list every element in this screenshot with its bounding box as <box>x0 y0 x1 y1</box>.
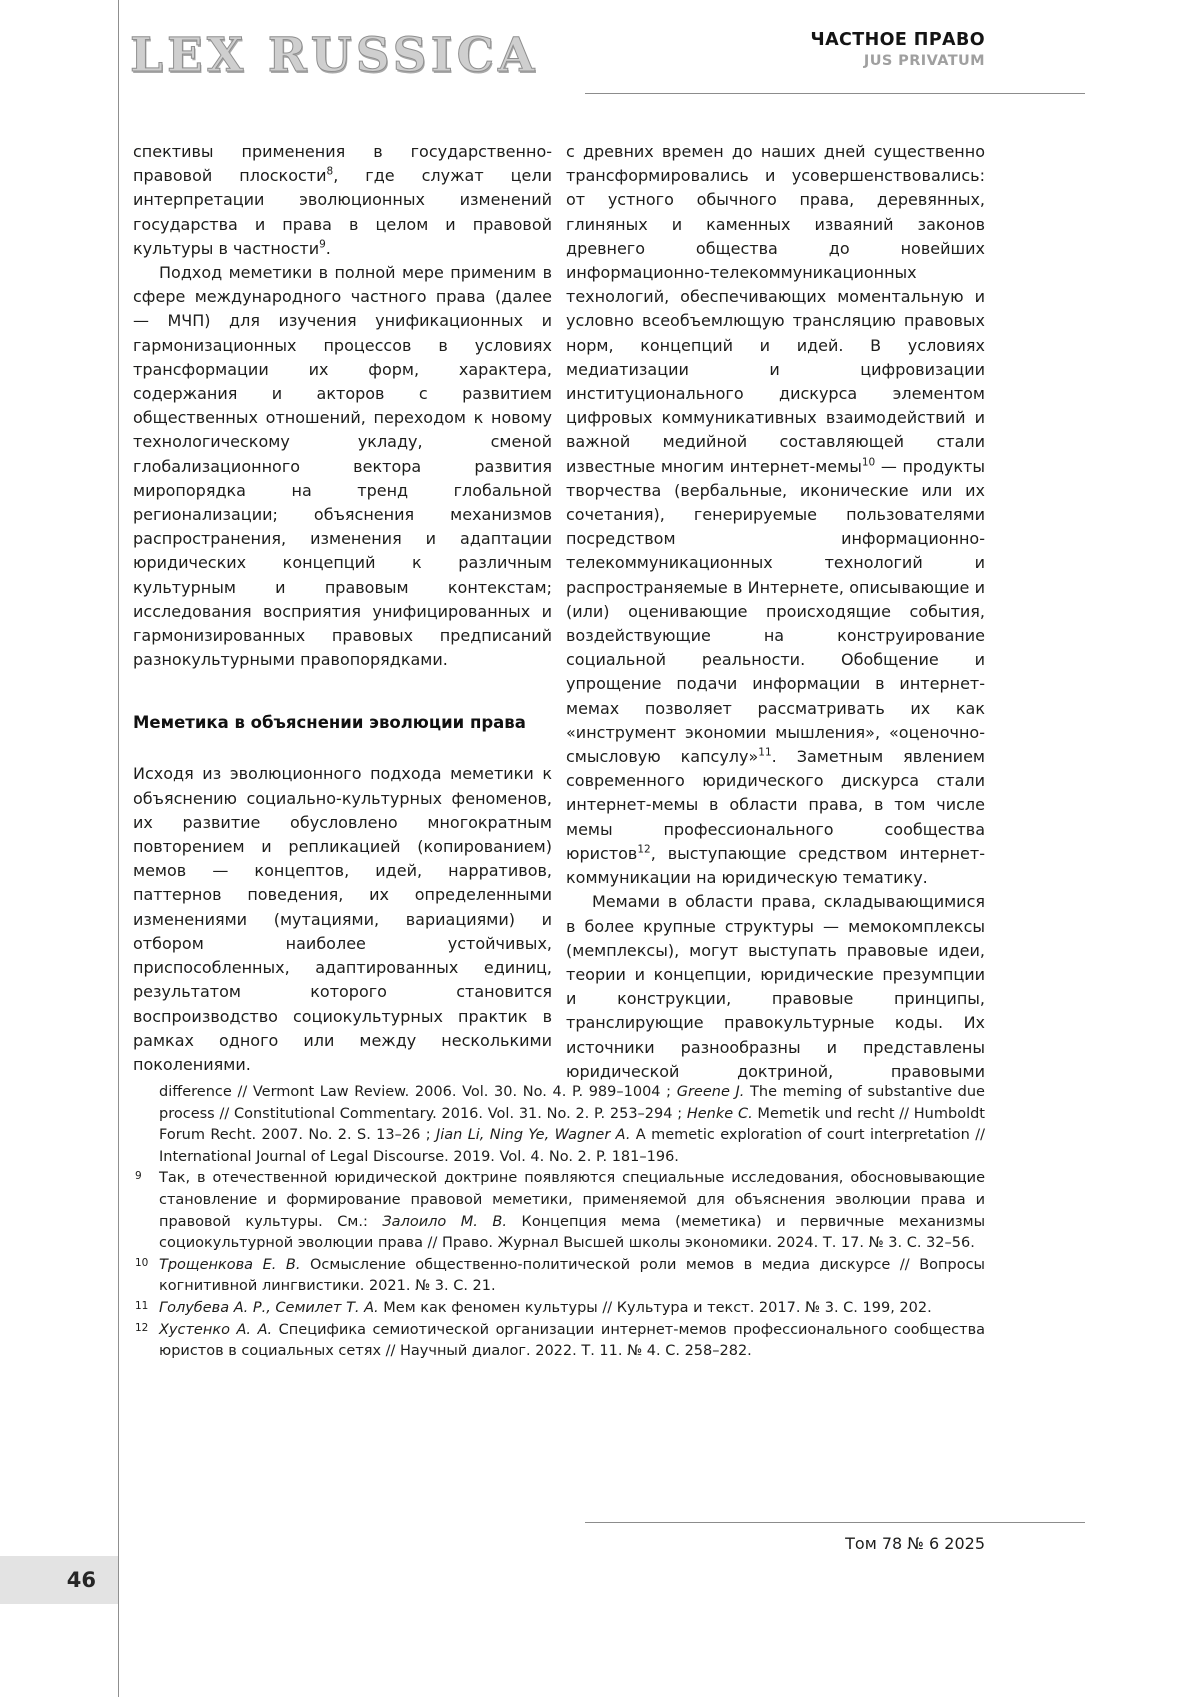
footnote-marker: 9 <box>135 1170 142 1183</box>
page-number: 46 <box>66 1568 96 1592</box>
body-paragraph: Исходя из эволюционного подхода меметики к объяснению социально-культурных феноменов, их развитие обусловлено многократным повторением и репликацией (копированием) мемов — концептов, идей, нарративов, паттернов поведения, их определенными изменениями (мутациями, вариациями) и отбором наиболее устойчивых, приспособленных, адаптированных единиц, результатом которого становится воспроизводство социокультурных практик в рамках одного или между несколькими поколениями. <box>133 764 552 1074</box>
footnote-marker: 10 <box>135 1256 149 1269</box>
footnote-ref-sup: 8 <box>326 165 334 178</box>
body-paragraph: Подход меметики в полной мере применим в сфере международного частного права (далее — МЧП) для изучения унификационных и гармонизационных процессов в условиях трансформации их форм, характера, содержания и акторов с развитием общественных отношений, переходом к новому технологическому укладу, сменой глобализационного вектора развития миропорядка на тренд глобальной регионализации; объяснения механизмов распространения, изменения и адаптации юридических концепций к различным культурным и правовым контекстам; исследования восприятия унифицированных и гармонизированных правовых предписаний разнокультурными правопорядками. <box>133 263 552 670</box>
section-heading: Меметика в объяснении эволюции права <box>133 713 526 733</box>
footnotes-section <box>133 1082 985 1412</box>
right-column <box>566 140 985 1080</box>
footnote-ref-sup: 12 <box>637 843 651 856</box>
issue-info: Том 78 № 6 2025 <box>845 1534 985 1553</box>
left-column <box>133 140 552 1080</box>
footnote-marker: 12 <box>135 1321 149 1334</box>
footer-rule <box>585 1522 1085 1523</box>
footnote-ref-sup: 10 <box>861 456 876 469</box>
header-rule <box>585 93 1085 94</box>
footnote-ref-sup: 11 <box>758 746 772 759</box>
body-paragraph: с древних времен до наших дней существенно трансформировались и усовершенствовались: от устного обычного права, деревянных, глиняных и каменных изваяний законов древнего общества до новейших информационно-телекоммуникационных технологий, обеспечивающих моментальную и условно всеобъемлющую трансляцию правовых норм, концепций и идей. В условиях медиатизации и цифровизации институционального дискурса элементом цифровых коммуникативных взаимодействий и важной медийной составляющей стали известные многим интернет-мемы$^{10}$ — продукты творчества (вербальные, иконические или их сочетания), генерируемые пользователями посредством информационно-телекоммуникационных технологий и распространяемые в Интернете, описывающие и (или) оценивающие происходящие события, воздействующие на конструирование социальной реальности. Обобщение и упрощение подачи информации в интернет-мемах позволяет рассматривать их как «инструмент экономии мышления», «оценочно-смысловую капсулу»$^{11}$. Заметным явлением современного юридического дискурса стали интернет-мемы в области права, в том числе мемы профессионального сообщества юристов$^{12}$, выступающие средством интернет-коммуникации на юридическую тематику. <box>566 142 985 888</box>
author-name-italic: Jian Li, Ning Ye, Wagner A. <box>435 1127 631 1144</box>
footnote: 11 Голубева А. Р., Семилет Т. А. Мем как феномен культуры // Культура и текст. 2017. № 3. С. 199, 202. <box>133 1298 985 1320</box>
author-name-italic: Henke C. <box>686 1105 753 1122</box>
author-name-italic: Хустенко А. А. <box>159 1321 273 1338</box>
footnote: 9 Так, в отечественной юридической доктрине появляются специальные исследования, обосновывающие становление и формирование правовой меметики, применяемой для объяснения эволюции права и правовой культуры. См.: Залоило М. В. Концепция мема (меметика) и первичные механизмы социокультурной эволюции права // Право. Журнал Высшей школы экономики. 2024. Т. 17. № 3. С. 32–56. <box>133 1168 985 1254</box>
footnote: 12 Хустенко А. А. Специфика семиотической организации интернет-мемов профессионального сообщества юристов в социальных сетях // Научный диалог. 2022. Т. 11. № 4. С. 258–282. <box>133 1320 985 1363</box>
author-name-italic: Залоило М. В. <box>382 1213 507 1230</box>
left-vertical-rule <box>118 0 119 1697</box>
author-name-italic: Трощенкова Е. В. <box>159 1256 301 1273</box>
journal-logo: LEX RUSSICA <box>130 28 539 83</box>
body-paragraph: Мемами в области права, складывающимися в более крупные структуры — мемокомплексы (мемплексы), могут выступать правовые идеи, теории и концепции, юридические презумпции и конструкции, правовые принципы, транслирующие правокультурные коды. Их источники разнообразны и представлены юридической доктриной, правовыми <box>566 892 985 1080</box>
footnote: difference // Vermont Law Review. 2006. Vol. 30. No. 4. P. 989–1004 ; Greene J. The meming of substantive due process // Constitutional Commentary. 2016. Vol. 31. No. 2. P. 253–294 ; Henke C. Memetik und recht // Humboldt Forum Recht. 2007. No. 2. S. 13–26 ; Jian Li, Ning Ye, Wagner A. A memetic exploration of court interpretation // International Journal of Legal Discourse. 2019. Vol. 4. No. 2. P. 181–196. <box>159 1084 985 1165</box>
body-paragraph <box>133 1077 552 1080</box>
body-paragraph: спективы применения в государственно-правовой плоскости$^8$, где служат цели интерпретации эволюционных изменений государства и права в целом и правовой культуры в частности$^9$. <box>133 142 552 258</box>
author-name-italic: Greene J. <box>676 1084 745 1100</box>
section-header <box>585 30 985 69</box>
author-name-italic: Голубева А. Р., Семилет Т. А. <box>159 1299 379 1316</box>
footnote: 10 Трощенкова Е. В. Осмысление общественно-политической роли мемов в медиа дискурсе // Вопросы когнитивной лингвистики. 2021. № 3. С. 21. <box>133 1255 985 1298</box>
page-number-box <box>0 1556 118 1604</box>
footnote-marker: 11 <box>135 1299 149 1312</box>
section-subtitle: JUS PRIVATUM <box>863 53 985 69</box>
footnote-ref-sup: 9 <box>319 238 326 251</box>
section-title: ЧАСТНОЕ ПРАВО <box>810 30 985 50</box>
